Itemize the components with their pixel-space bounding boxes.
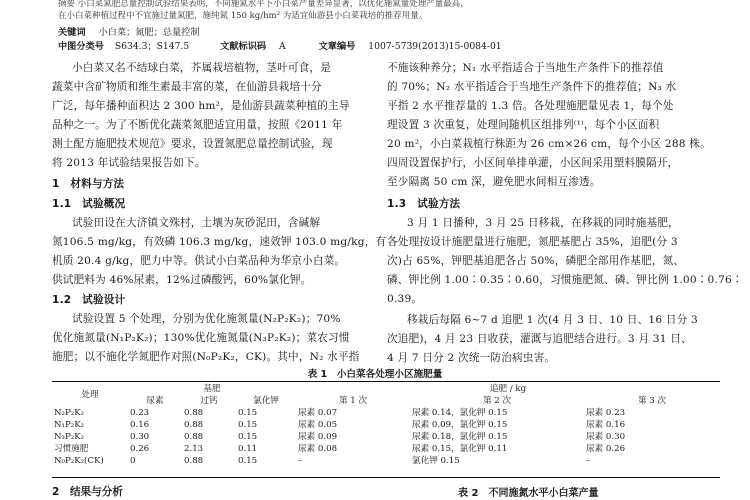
cell-top1: 尿素 0.09 — [298, 432, 338, 442]
fertilizer-table — [52, 383, 720, 467]
classification-row — [58, 38, 502, 52]
col-top3-header: 第 3 次 — [637, 396, 667, 406]
table-row — [52, 407, 720, 419]
table-row — [52, 455, 720, 467]
table-bottom-rule — [52, 477, 720, 478]
table-2-caption: 表 2 不同施氮水平小白菜产量 — [458, 488, 599, 499]
clc-value: S634.3；S147.5 — [114, 41, 190, 52]
cell-top2: 尿素 0.15，氯化钾 0.11 — [412, 444, 508, 454]
cell-top3: 尿素 0.30 — [586, 432, 626, 442]
cell-ssp: 0.88 — [184, 408, 204, 418]
col-treatment-header: 处理 — [81, 390, 99, 400]
col-base-header: 基肥 — [203, 384, 221, 394]
cell-ssp: 0.88 — [184, 420, 204, 430]
table-top-rule — [52, 381, 720, 382]
paragraph-line: 施肥；以不施化学氮肥作对照(N₀P₂K₂，CK)。其中，N₂ 水平指 — [52, 351, 360, 363]
abstract-line-2: 在小白菜种植过程中不宜施过量氮肥，施纯氮 150 kg/hm² 为适宜仙游县小白菜栽培的推荐用量。 — [58, 11, 428, 21]
article-no-value: 1007-5739(2013)15-0084-01 — [368, 41, 502, 52]
paragraph-line: 氮106.5 mg/kg，有效磷 106.3 mg/kg，速效钾 103.0 mg/kg，有 — [52, 236, 387, 248]
table-subheader-row — [52, 395, 720, 407]
paragraph-line: 试验设置 5 个处理，分别为优化施氮量(N₂P₂K₂)；70% — [72, 313, 341, 325]
paragraph-line: 磷、钾比例 1.00∶0.35∶0.60，习惯施肥氮、磷、钾比例 1.00∶0.76∶ — [387, 274, 743, 286]
paragraph-line: 平指 2 水平推荐量的 1.3 倍。各处理施肥量见表 1，每个处 — [387, 100, 674, 112]
cell-treatment: N₃P₂K₂ — [54, 432, 85, 442]
intro-line: 蔬菜中含矿物质和维生素最丰富的菜，在仙游县栽培十分 — [52, 81, 322, 93]
paragraph-line: 各处理按设计施肥量进行施肥，氮肥基肥占 35%，追肥(分 3 — [387, 236, 678, 248]
cell-kcl: 0.11 — [238, 444, 258, 454]
cell-kcl: 0.15 — [238, 408, 258, 418]
intro-line: 将 2013 年试验结果报告如下。 — [52, 157, 206, 169]
cell-urea: 0 — [130, 456, 136, 466]
paragraph-line: 次)占 65%，钾肥基追肥各占 50%，磷肥全部用作基肥，氮、 — [387, 255, 685, 267]
col-ssp-header: 过钙 — [200, 396, 218, 406]
table-row — [52, 419, 720, 431]
cell-treatment: 习惯施肥 — [54, 444, 89, 454]
table-header-row — [52, 383, 720, 395]
cell-top3: 尿素 0.16 — [586, 420, 626, 430]
cell-urea: 0.23 — [130, 408, 150, 418]
table-1-caption: 表 1 小白菜各处理小区施肥量 — [307, 369, 443, 380]
section-heading-1-3: 1.3 试验方法 — [387, 198, 461, 210]
cell-urea: 0.26 — [130, 444, 150, 454]
keywords-label: 关键词 — [58, 27, 86, 38]
cell-urea: 0.16 — [130, 420, 150, 430]
cell-urea: 0.30 — [130, 432, 150, 442]
cell-ssp: 0.88 — [184, 456, 204, 466]
cell-top2: 氯化钾 0.15 — [412, 456, 460, 466]
cell-treatment: N₁P₂K₂ — [54, 420, 85, 430]
doc-code-label: 文献标识码 — [220, 41, 267, 52]
section-heading-1-2: 1.2 试验设计 — [52, 294, 126, 306]
col-top1-header: 第 1 次 — [338, 396, 368, 406]
section-heading-1: 1 材料与方法 — [52, 178, 125, 190]
article-no-label: 文章编号 — [318, 41, 356, 52]
intro-line: 测土配方施肥技术规范》要求，设置氮肥总量控制试验，现 — [52, 138, 333, 150]
table-row — [52, 431, 720, 443]
cell-top1: – — [298, 456, 303, 466]
intro-line: 广泛，每年播种面积达 2 300 hm²，是仙游县蔬菜种植的主导 — [52, 100, 350, 112]
cell-top2: 尿素 0.14，氯化钾 0.15 — [412, 408, 508, 418]
clc-label: 中图分类号 — [58, 41, 104, 52]
cell-top3: 尿素 0.26 — [586, 444, 626, 454]
col-kcl-header: 氯化钾 — [253, 396, 279, 406]
paragraph-line: 试验田设在大济镇文殊村，土壤为灰砂泥田，含碱解 — [72, 217, 321, 229]
intro-line: 小白菜又名不结球白菜，芥属栽培植物，茎叶可食，是 — [72, 62, 332, 74]
paragraph-line: 机质 20.4 g/kg，肥力中等。供试小白菜品种为华京小白菜。 — [52, 255, 346, 267]
cell-ssp: 2.13 — [184, 444, 204, 454]
doc-code-value: A — [279, 41, 286, 52]
cell-treatment: N₂P₂K₂ — [54, 408, 85, 418]
keywords-value: 小白菜；氮肥；总量控制 — [98, 27, 200, 38]
col-urea-header: 尿素 — [146, 396, 164, 406]
cell-top1: 尿素 0.05 — [298, 420, 338, 430]
col-top-header: 追肥 / kg — [489, 384, 527, 394]
paragraph-line: 4 月 7 日分 2 次统一防治病虫害。 — [387, 352, 556, 364]
paragraph-line: 四周设置保护行，小区间单排单灌，小区间采用塑料膜隔开， — [387, 157, 679, 169]
paragraph-line: 3 月 1 日播种，3 月 25 日移栽，在移栽的同时施基肥， — [407, 217, 679, 229]
cell-treatment: N₀P₂K₂(CK) — [54, 456, 104, 466]
cell-top1: 尿素 0.07 — [298, 408, 338, 418]
cell-top2: 尿素 0.18，氯化钾 0.15 — [412, 432, 508, 442]
intro-line: 品种之一。为了不断优化蔬菜氮肥适宜用量，按照《2011 年 — [52, 119, 343, 131]
cell-top3: – — [586, 456, 591, 466]
cell-top2: 尿素 0.09，氯化钾 0.15 — [412, 420, 508, 430]
paragraph-line: 优化施氮量(N₁P₂K₂)；130%优化施氮量(N₃P₂K₂)；菜农习惯 — [52, 332, 350, 344]
cell-kcl: 0.15 — [238, 420, 258, 430]
paragraph-line: 的 70%；N₂ 水平指适合于当地生产条件下的推荐值；N₃ 水 — [387, 81, 677, 93]
keywords-row — [58, 24, 200, 38]
paragraph-line: 次追肥)，4 月 23 日收获，灌溉与追肥结合进行。3 月 31 日、 — [387, 333, 692, 345]
cell-top3: 尿素 0.23 — [586, 408, 626, 418]
paragraph-line: 不施该种养分；N₁ 水平指适合于当地生产条件下的推荐值 — [387, 62, 664, 74]
abstract-line-1: 摘要 小白菜氮肥总量控制试验结果表明，不同施氮水平下小白菜产量差异显著，以优化施氮量处理产量最高， — [58, 0, 469, 9]
paragraph-line: 供试肥料为 46%尿素，12%过磷酸钙，60%氯化钾。 — [52, 274, 312, 286]
paragraph-line: 移栽后每隔 6~7 d 追肥 1 次(4 月 3 日、10 日、16 日分 3 — [407, 314, 698, 326]
paragraph-line: 至少隔离 50 cm 深，避免肥水间相互渗透。 — [387, 176, 601, 188]
paragraph-line: 理设置 3 次重复，处理间随机区组排列⁽¹⁾，每个小区面积 — [387, 119, 660, 131]
paragraph-line: 0.39。 — [387, 293, 423, 305]
section-heading-1-1: 1.1 试验概况 — [52, 198, 126, 210]
cell-top1: 尿素 0.08 — [298, 444, 338, 454]
cell-kcl: 0.15 — [238, 456, 258, 466]
paragraph-line: 20 m²，小白菜栽植行株距为 26 cm×26 cm，每个小区 288 株。 — [387, 138, 711, 150]
cell-ssp: 0.88 — [184, 432, 204, 442]
table-row — [52, 443, 720, 455]
section-heading-2: 2 结果与分析 — [52, 486, 123, 498]
col-top2-header: 第 2 次 — [482, 396, 512, 406]
cell-kcl: 0.15 — [238, 432, 258, 442]
